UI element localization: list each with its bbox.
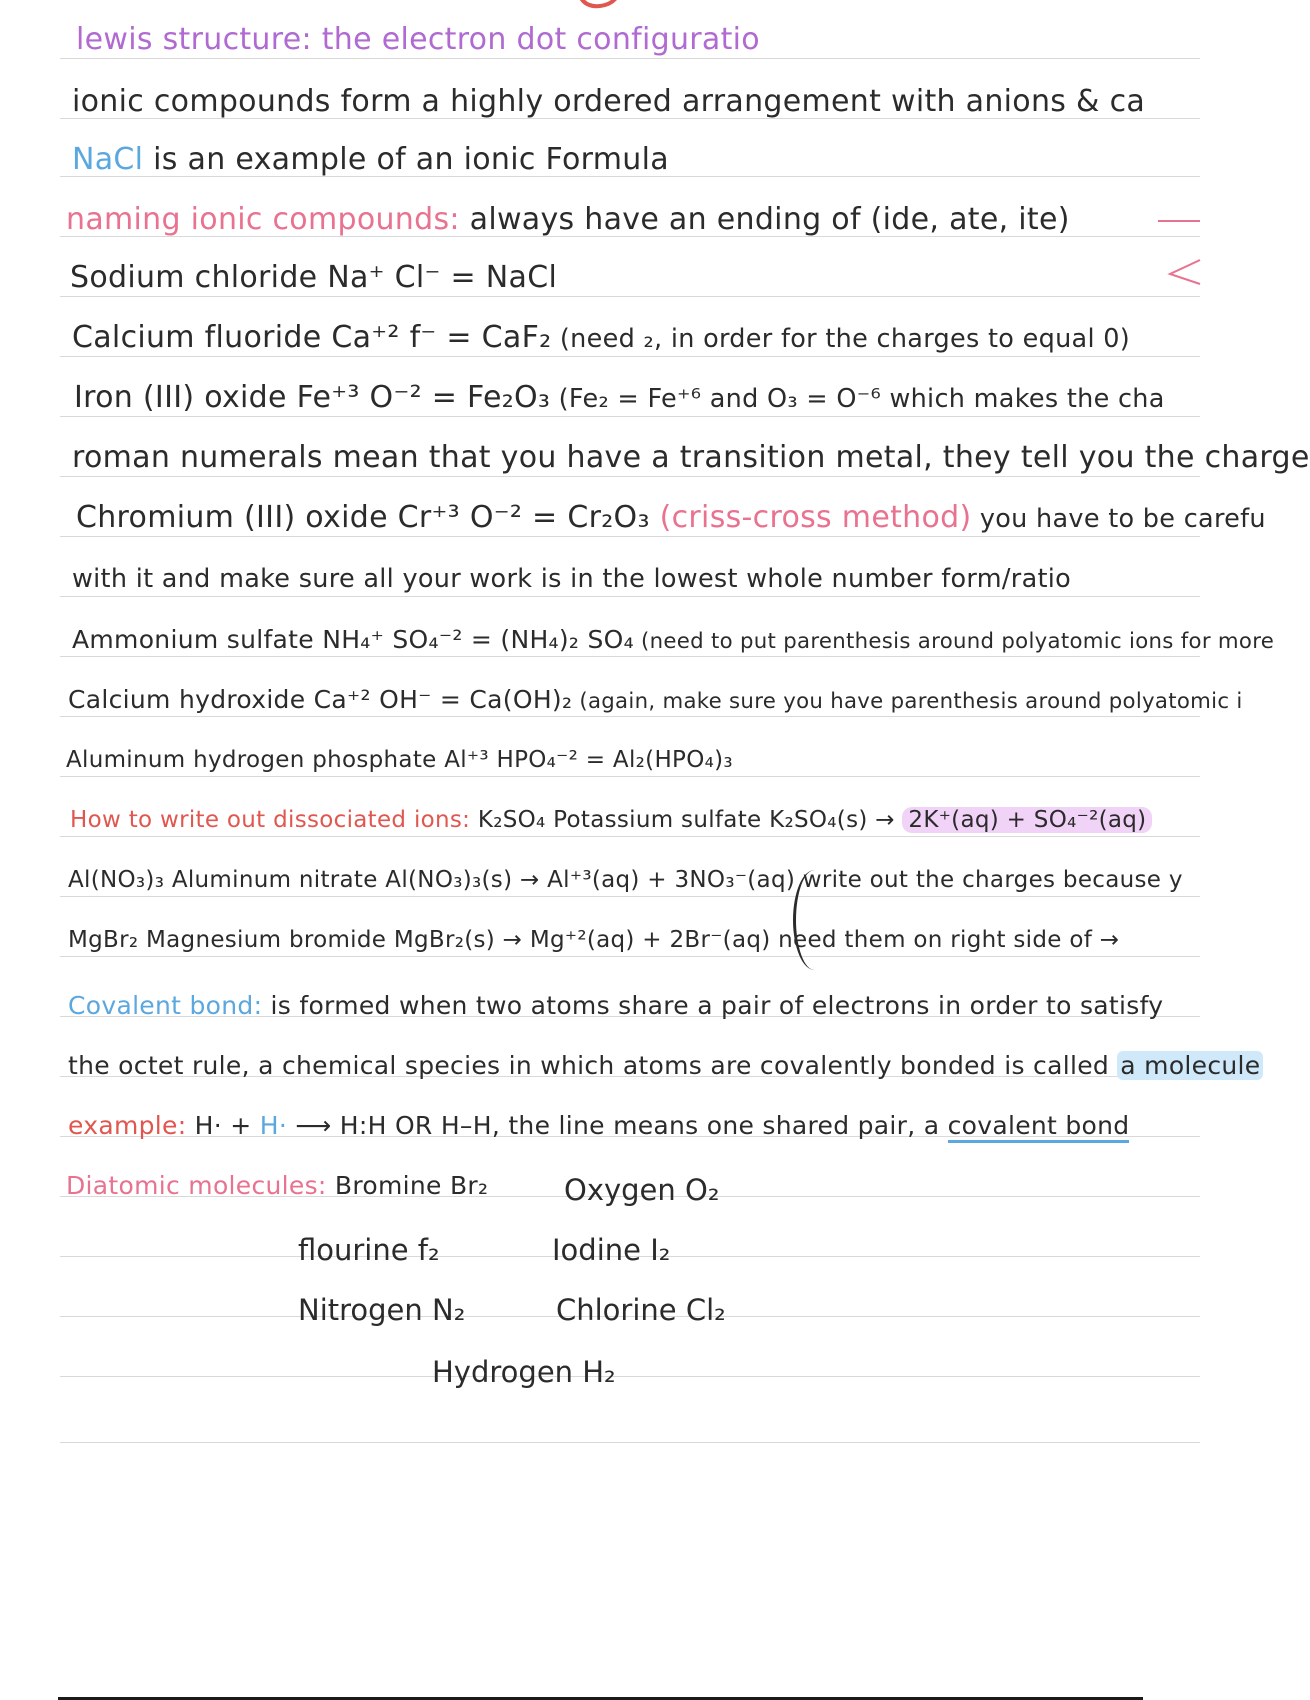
heading-lewis-structure: lewis structure: <box>76 22 312 57</box>
calcium-fluoride-note: (need ₂, in order for the charges to equal 0) <box>551 324 1131 354</box>
heading-naming-ionic: naming ionic compounds: <box>66 202 460 237</box>
hydrogen-entry: Hydrogen H₂ <box>432 1355 616 1389</box>
potassium-sulfate-text: K₂SO₄ Potassium sulfate K₂SO₄(s) → <box>470 807 903 833</box>
calcium-fluoride-text: Calcium fluoride Ca⁺² f⁻ = CaF₂ <box>72 320 552 355</box>
bromine-text: Bromine Br₂ <box>326 1171 489 1200</box>
note-line-calcium-hydroxide <box>68 680 1243 724</box>
ruled-line <box>60 1376 1200 1377</box>
note-line-aluminum-nitrate <box>68 860 1200 904</box>
heading-example: example: <box>68 1111 187 1140</box>
chromium-oxide-note: you have to be carefu <box>971 504 1266 534</box>
big-parenthesis <box>793 870 836 970</box>
lowest-ratio-text: with it and make sure all your work is in the lowest whole number form/ratio <box>72 564 1072 594</box>
heading-dissociated-ions: How to write out dissociated ions: <box>70 807 471 833</box>
example-text-2: ⟶ H:H OR H–H, the line means one shared pair, a <box>287 1111 948 1140</box>
charges-note-1: write out the charges because y <box>795 867 1183 893</box>
covalent-bond-text: is formed when two atoms share a pair of electrons in order to satisfy <box>262 991 1164 1020</box>
note-line-sodium-chloride <box>70 258 1200 302</box>
magnesium-bromide-text: MgBr₂ Magnesium bromide MgBr₂(s) → Mg⁺²(aq) + 2Br⁻(aq) <box>68 927 771 953</box>
top-arc-mark <box>570 0 630 12</box>
nacl-text: is an example of an ionic Formula <box>143 142 669 177</box>
example-text-1: H· + <box>186 1111 260 1140</box>
potassium-sulfate-products: 2K⁺(aq) + SO₄⁻²(aq) <box>902 807 1152 833</box>
heading-diatomic-molecules: Diatomic molecules: <box>66 1171 327 1200</box>
note-line-magnesium-bromide <box>68 920 1200 964</box>
note-line-ionic-compounds <box>72 82 1200 126</box>
note-line-aluminum-hydrogen-phosphate <box>66 740 1200 784</box>
note-line-lowest-ratio <box>72 558 1200 602</box>
note-line-example <box>68 1106 1200 1150</box>
note-line-covalent-bond <box>68 986 1200 1030</box>
note-line-iron-oxide <box>74 378 1200 422</box>
iron-oxide-text: Iron (III) oxide Fe⁺³ O⁻² = Fe₂O₃ <box>74 380 551 415</box>
oxygen-entry: Oxygen O₂ <box>564 1173 720 1207</box>
note-line-dissociated-ions <box>70 800 1200 844</box>
calcium-hydroxide-note: (again, make sure you have parenthesis around polyatomic i <box>572 689 1243 714</box>
charges-note-2: need them on right side of → <box>770 927 1120 953</box>
chromium-oxide-text: Chromium (III) oxide Cr⁺³ O⁻² = Cr₂O₃ <box>76 500 660 535</box>
sodium-chloride-text: Sodium chloride Na⁺ Cl⁻ = NaCl <box>70 260 558 295</box>
criss-cross-label: (criss-cross method) <box>659 500 972 535</box>
nitrogen-entry: Nitrogen N₂ <box>298 1293 466 1327</box>
ionic-compounds-text: ionic compounds form a highly ordered arrangement with anions & ca <box>72 84 1146 119</box>
note-line-calcium-fluoride <box>72 318 1200 362</box>
lewis-definition: the electron dot configuratio <box>311 22 760 57</box>
calcium-hydroxide-text: Calcium hydroxide Ca⁺² OH⁻ = Ca(OH)₂ <box>68 685 573 714</box>
octet-rule-text: the octet rule, a chemical species in which atoms are covalently bonded is called <box>68 1051 1118 1080</box>
note-line-roman-numerals <box>72 438 1310 482</box>
chlorine-entry: Chlorine Cl₂ <box>556 1293 726 1327</box>
covalent-bond-underlined: covalent bond <box>948 1111 1130 1143</box>
iron-oxide-note: (Fe₂ = Fe⁺⁶ and O₃ = O⁻⁶ which makes the cha <box>550 384 1165 414</box>
molecule-highlight: a molecule <box>1117 1051 1263 1080</box>
note-line-octet-rule <box>68 1046 1261 1090</box>
iodine-entry: Iodine I₂ <box>552 1233 671 1267</box>
nacl-label: NaCl <box>72 142 144 177</box>
note-line-chromium-oxide <box>76 498 1266 542</box>
naming-ionic-text: always have an ending of (ide, ate, ite) <box>459 202 1070 237</box>
aluminum-nitrate-text: Al(NO₃)₃ Aluminum nitrate Al(NO₃)₃(s) → Al⁺³(aq) + 3NO₃⁻(aq) <box>68 867 796 893</box>
ruled-line <box>60 1442 1200 1443</box>
ammonium-sulfate-note: (need to put parenthesis around polyatomic ions for more <box>633 629 1275 654</box>
note-line-ammonium-sulfate <box>72 620 1275 664</box>
note-line-nacl <box>72 140 1200 184</box>
heading-covalent-bond: Covalent bond: <box>68 991 263 1020</box>
note-line-lewis <box>76 20 1200 64</box>
fluorine-entry: flourine f₂ <box>298 1233 440 1267</box>
roman-numerals-text: roman numerals mean that you have a transition metal, they tell you the charge <box>72 440 1310 475</box>
ammonium-sulfate-text: Ammonium sulfate NH₄⁺ SO₄⁻² = (NH₄)₂ SO₄ <box>72 625 634 654</box>
aluminum-hydrogen-phosphate-text: Aluminum hydrogen phosphate Al⁺³ HPO₄⁻² = Al₂(HPO₄)₃ <box>66 747 733 773</box>
example-hydrogen-blue: H· <box>259 1111 288 1140</box>
note-line-naming-ionic <box>66 200 1200 244</box>
